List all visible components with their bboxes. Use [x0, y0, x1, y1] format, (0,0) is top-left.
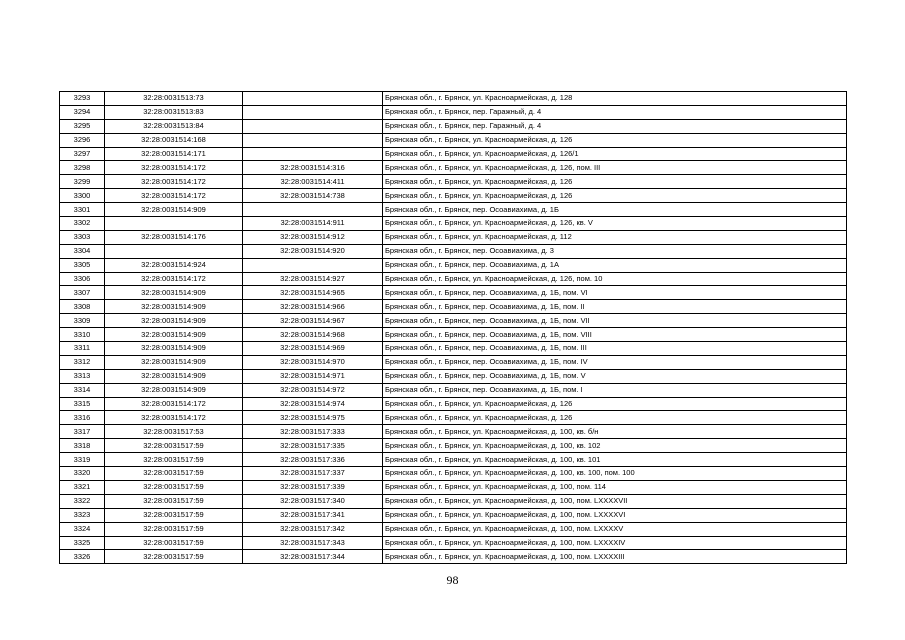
- row-number-cell: 3315: [60, 397, 105, 411]
- address-cell: Брянская обл., г. Брянск, ул. Красноармейская, д. 126/1: [383, 147, 847, 161]
- cadastral-number-cell: 32:28:0031514:172: [105, 411, 243, 425]
- premises-cadastral-number-cell: 32:28:0031514:975: [243, 411, 383, 425]
- premises-cadastral-number-cell: [243, 147, 383, 161]
- cadastral-number-cell: 32:28:0031517:59: [105, 453, 243, 467]
- premises-cadastral-number-cell: 32:28:0031517:335: [243, 439, 383, 453]
- premises-cadastral-number-cell: [243, 92, 383, 106]
- address-cell: Брянская обл., г. Брянск, ул. Красноармейская, д. 100, пом. LXXXXIII: [383, 550, 847, 564]
- address-cell: Брянская обл., г. Брянск, ул. Красноармейская, д. 126, кв. V: [383, 217, 847, 231]
- address-cell: Брянская обл., г. Брянск, ул. Красноармейская, д. 100, пом. LXXXXVII: [383, 494, 847, 508]
- premises-cadastral-number-cell: 32:28:0031517:333: [243, 425, 383, 439]
- address-cell: Брянская обл., г. Брянск, пер. Осоавиахима, д. 1Б, пом. IV: [383, 355, 847, 369]
- cadastral-number-cell: 32:28:0031513:73: [105, 92, 243, 106]
- row-number-cell: 3308: [60, 300, 105, 314]
- address-cell: Брянская обл., г. Брянск, ул. Красноармейская, д. 100, пом. LXXXXIV: [383, 536, 847, 550]
- address-cell: Брянская обл., г. Брянск, ул. Красноармейская, д. 126: [383, 397, 847, 411]
- premises-cadastral-number-cell: 32:28:0031514:972: [243, 383, 383, 397]
- row-number-cell: 3324: [60, 522, 105, 536]
- table-row: [60, 494, 847, 508]
- table-row: [60, 411, 847, 425]
- table-row: [60, 286, 847, 300]
- cadastral-number-cell: 32:28:0031514:909: [105, 314, 243, 328]
- premises-cadastral-number-cell: 32:28:0031514:967: [243, 314, 383, 328]
- premises-cadastral-number-cell: [243, 258, 383, 272]
- row-number-cell: 3320: [60, 467, 105, 481]
- table-row: [60, 397, 847, 411]
- premises-cadastral-number-cell: 32:28:0031517:343: [243, 536, 383, 550]
- premises-cadastral-number-cell: 32:28:0031517:344: [243, 550, 383, 564]
- row-number-cell: 3298: [60, 161, 105, 175]
- row-number-cell: 3323: [60, 508, 105, 522]
- cadastral-number-cell: 32:28:0031514:176: [105, 230, 243, 244]
- table-row: [60, 536, 847, 550]
- row-number-cell: 3321: [60, 480, 105, 494]
- premises-cadastral-number-cell: [243, 133, 383, 147]
- cadastral-number-cell: 32:28:0031517:59: [105, 522, 243, 536]
- table-row: [60, 300, 847, 314]
- address-cell: Брянская обл., г. Брянск, пер. Осоавиахима, д. 1А: [383, 258, 847, 272]
- table-row: [60, 175, 847, 189]
- cadastral-number-cell: 32:28:0031514:909: [105, 383, 243, 397]
- table-row: [60, 272, 847, 286]
- cadastral-number-cell: 32:28:0031514:909: [105, 328, 243, 342]
- cadastral-number-cell: 32:28:0031517:59: [105, 550, 243, 564]
- cadastral-number-cell: 32:28:0031514:172: [105, 189, 243, 203]
- row-number-cell: 3302: [60, 217, 105, 231]
- cadastral-number-cell: 32:28:0031517:59: [105, 536, 243, 550]
- cadastral-number-cell: 32:28:0031517:53: [105, 425, 243, 439]
- premises-cadastral-number-cell: 32:28:0031517:341: [243, 508, 383, 522]
- row-number-cell: 3314: [60, 383, 105, 397]
- table-row: [60, 550, 847, 564]
- address-cell: Брянская обл., г. Брянск, ул. Красноармейская, д. 126: [383, 133, 847, 147]
- premises-cadastral-number-cell: 32:28:0031514:974: [243, 397, 383, 411]
- address-cell: Брянская обл., г. Брянск, ул. Красноармейская, д. 128: [383, 92, 847, 106]
- address-cell: Брянская обл., г. Брянск, ул. Красноармейская, д. 100, кв. 101: [383, 453, 847, 467]
- address-cell: Брянская обл., г. Брянск, пер. Осоавиахима, д. 1Б, пом. V: [383, 369, 847, 383]
- cadastral-number-cell: [105, 217, 243, 231]
- cadastral-number-cell: 32:28:0031514:171: [105, 147, 243, 161]
- table-row: [60, 119, 847, 133]
- address-cell: Брянская обл., г. Брянск, пер. Осоавиахима, д. 1Б, пом. I: [383, 383, 847, 397]
- cadastral-number-cell: 32:28:0031514:172: [105, 397, 243, 411]
- row-number-cell: 3319: [60, 453, 105, 467]
- row-number-cell: 3318: [60, 439, 105, 453]
- table-row: [60, 133, 847, 147]
- table-row: [60, 105, 847, 119]
- premises-cadastral-number-cell: [243, 203, 383, 217]
- row-number-cell: 3326: [60, 550, 105, 564]
- table-row: [60, 453, 847, 467]
- table-row: [60, 203, 847, 217]
- address-cell: Брянская обл., г. Брянск, ул. Красноармейская, д. 126: [383, 175, 847, 189]
- cadastral-number-cell: 32:28:0031514:172: [105, 161, 243, 175]
- page-number: 98: [446, 573, 459, 587]
- table-row: [60, 467, 847, 481]
- address-cell: Брянская обл., г. Брянск, ул. Красноармейская, д. 100, пом. LXXXXV: [383, 522, 847, 536]
- premises-cadastral-number-cell: 32:28:0031514:965: [243, 286, 383, 300]
- cadastral-number-cell: 32:28:0031514:924: [105, 258, 243, 272]
- row-number-cell: 3299: [60, 175, 105, 189]
- address-cell: Брянская обл., г. Брянск, ул. Красноармейская, д. 126, пом. III: [383, 161, 847, 175]
- premises-cadastral-number-cell: [243, 119, 383, 133]
- cadastral-number-cell: 32:28:0031513:84: [105, 119, 243, 133]
- row-number-cell: 3311: [60, 342, 105, 356]
- row-number-cell: 3301: [60, 203, 105, 217]
- row-number-cell: 3325: [60, 536, 105, 550]
- premises-cadastral-number-cell: 32:28:0031517:339: [243, 480, 383, 494]
- premises-cadastral-number-cell: 32:28:0031514:968: [243, 328, 383, 342]
- premises-cadastral-number-cell: 32:28:0031514:912: [243, 230, 383, 244]
- address-cell: Брянская обл., г. Брянск, пер. Осоавиахима, д. 1Б, пом. II: [383, 300, 847, 314]
- address-cell: Брянская обл., г. Брянск, ул. Красноармейская, д. 100, кв. 100, пом. 100: [383, 467, 847, 481]
- cadastral-number-cell: 32:28:0031514:909: [105, 286, 243, 300]
- address-cell: Брянская обл., г. Брянск, ул. Красноармейская, д. 126, пом. 10: [383, 272, 847, 286]
- row-number-cell: 3317: [60, 425, 105, 439]
- row-number-cell: 3293: [60, 92, 105, 106]
- premises-cadastral-number-cell: 32:28:0031517:337: [243, 467, 383, 481]
- premises-cadastral-number-cell: [243, 105, 383, 119]
- address-cell: Брянская обл., г. Брянск, ул. Красноармейская, д. 126: [383, 189, 847, 203]
- cadastral-number-cell: 32:28:0031517:59: [105, 467, 243, 481]
- row-number-cell: 3296: [60, 133, 105, 147]
- table-row: [60, 439, 847, 453]
- cadastral-number-cell: 32:28:0031517:59: [105, 508, 243, 522]
- premises-cadastral-number-cell: 32:28:0031517:342: [243, 522, 383, 536]
- table-row: [60, 425, 847, 439]
- premises-cadastral-number-cell: 32:28:0031514:920: [243, 244, 383, 258]
- table-row: [60, 342, 847, 356]
- table-row: [60, 258, 847, 272]
- address-cell: Брянская обл., г. Брянск, ул. Красноармейская, д. 100, кв. б/н: [383, 425, 847, 439]
- premises-cadastral-number-cell: 32:28:0031514:738: [243, 189, 383, 203]
- premises-cadastral-number-cell: 32:28:0031514:966: [243, 300, 383, 314]
- table-row: [60, 314, 847, 328]
- premises-cadastral-number-cell: 32:28:0031517:336: [243, 453, 383, 467]
- cadastral-number-cell: 32:28:0031514:909: [105, 342, 243, 356]
- premises-cadastral-number-cell: 32:28:0031514:316: [243, 161, 383, 175]
- address-cell: Брянская обл., г. Брянск, пер. Осоавиахима, д. 1Б: [383, 203, 847, 217]
- row-number-cell: 3304: [60, 244, 105, 258]
- table-row: [60, 355, 847, 369]
- table-row: [60, 383, 847, 397]
- cadastral-number-cell: 32:28:0031517:59: [105, 494, 243, 508]
- table-row: [60, 92, 847, 106]
- cadastral-number-cell: 32:28:0031514:909: [105, 369, 243, 383]
- premises-cadastral-number-cell: 32:28:0031514:971: [243, 369, 383, 383]
- address-cell: Брянская обл., г. Брянск, ул. Красноармейская, д. 100, пом. LXXXXVI: [383, 508, 847, 522]
- table-row: [60, 147, 847, 161]
- row-number-cell: 3297: [60, 147, 105, 161]
- address-cell: Брянская обл., г. Брянск, ул. Красноармейская, д. 100, кв. 102: [383, 439, 847, 453]
- row-number-cell: 3309: [60, 314, 105, 328]
- premises-cadastral-number-cell: 32:28:0031514:911: [243, 217, 383, 231]
- table-row: [60, 244, 847, 258]
- table-row: [60, 189, 847, 203]
- table-row: [60, 508, 847, 522]
- cadastral-number-cell: 32:28:0031514:172: [105, 175, 243, 189]
- row-number-cell: 3312: [60, 355, 105, 369]
- cadastral-number-cell: 32:28:0031514:909: [105, 300, 243, 314]
- address-cell: Брянская обл., г. Брянск, пер. Гаражный, д. 4: [383, 105, 847, 119]
- table-row: [60, 230, 847, 244]
- row-number-cell: 3310: [60, 328, 105, 342]
- address-cell: Брянская обл., г. Брянск, пер. Гаражный, д. 4: [383, 119, 847, 133]
- cadastral-number-cell: 32:28:0031517:59: [105, 480, 243, 494]
- cadastral-number-cell: 32:28:0031514:909: [105, 203, 243, 217]
- premises-cadastral-number-cell: 32:28:0031514:970: [243, 355, 383, 369]
- row-number-cell: 3322: [60, 494, 105, 508]
- row-number-cell: 3316: [60, 411, 105, 425]
- cadastral-number-cell: 32:28:0031514:172: [105, 272, 243, 286]
- address-cell: Брянская обл., г. Брянск, пер. Осоавиахима, д. 1Б, пом. VIII: [383, 328, 847, 342]
- row-number-cell: 3307: [60, 286, 105, 300]
- address-cell: Брянская обл., г. Брянск, ул. Красноармейская, д. 126: [383, 411, 847, 425]
- cadastral-number-cell: 32:28:0031514:168: [105, 133, 243, 147]
- cadastral-number-cell: [105, 244, 243, 258]
- cadastral-number-cell: 32:28:0031514:909: [105, 355, 243, 369]
- table-row: [60, 480, 847, 494]
- address-cell: Брянская обл., г. Брянск, ул. Красноармейская, д. 112: [383, 230, 847, 244]
- address-cell: Брянская обл., г. Брянск, пер. Осоавиахима, д. 1Б, пом. III: [383, 342, 847, 356]
- row-number-cell: 3306: [60, 272, 105, 286]
- table-row: [60, 217, 847, 231]
- row-number-cell: 3300: [60, 189, 105, 203]
- address-cell: Брянская обл., г. Брянск, ул. Красноармейская, д. 100, пом. 114: [383, 480, 847, 494]
- cadastral-number-cell: 32:28:0031517:59: [105, 439, 243, 453]
- table-row: [60, 522, 847, 536]
- row-number-cell: 3295: [60, 119, 105, 133]
- address-cell: Брянская обл., г. Брянск, пер. Осоавиахима, д. 1Б, пом. VI: [383, 286, 847, 300]
- table-row: [60, 328, 847, 342]
- table-row: [60, 369, 847, 383]
- premises-cadastral-number-cell: 32:28:0031517:340: [243, 494, 383, 508]
- row-number-cell: 3305: [60, 258, 105, 272]
- address-cell: Брянская обл., г. Брянск, пер. Осоавиахима, д. 1Б, пом. VII: [383, 314, 847, 328]
- row-number-cell: 3303: [60, 230, 105, 244]
- address-cell: Брянская обл., г. Брянск, пер. Осоавиахима, д. 3: [383, 244, 847, 258]
- registry-table: [59, 91, 847, 564]
- registry-table-body: [60, 92, 847, 564]
- premises-cadastral-number-cell: 32:28:0031514:411: [243, 175, 383, 189]
- table-row: [60, 161, 847, 175]
- premises-cadastral-number-cell: 32:28:0031514:927: [243, 272, 383, 286]
- row-number-cell: 3313: [60, 369, 105, 383]
- premises-cadastral-number-cell: 32:28:0031514:969: [243, 342, 383, 356]
- row-number-cell: 3294: [60, 105, 105, 119]
- cadastral-number-cell: 32:28:0031513:83: [105, 105, 243, 119]
